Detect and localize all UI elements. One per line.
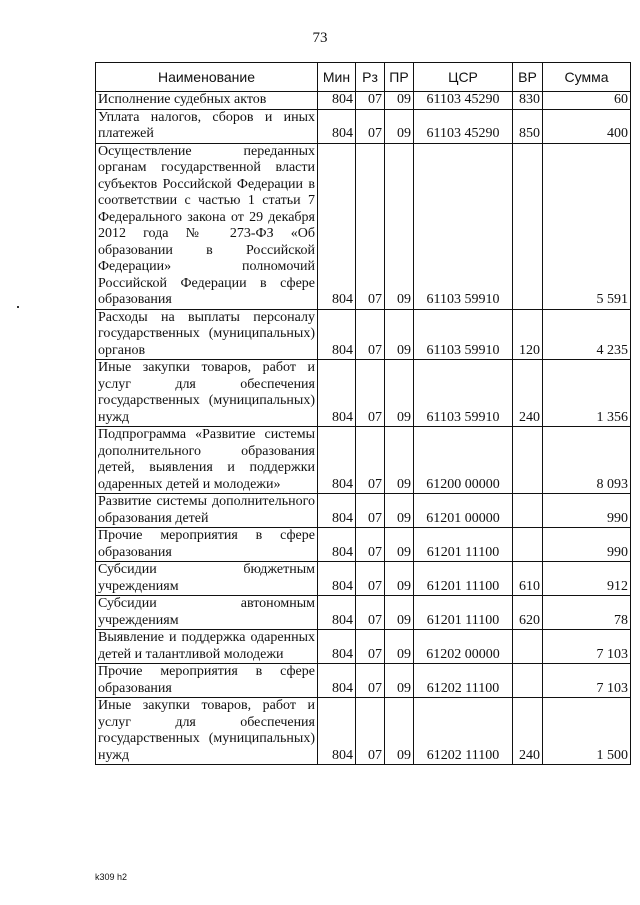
row-sum: 4 235 bbox=[543, 309, 631, 360]
row-sum: 400 bbox=[543, 109, 631, 143]
row-name: Выявление и поддержка одаренных детей и талантливой молодежи bbox=[96, 630, 318, 664]
row-vr bbox=[513, 427, 543, 494]
row-min: 804 bbox=[318, 92, 356, 110]
row-min: 804 bbox=[318, 596, 356, 630]
row-csr: 61202 11100 bbox=[414, 698, 513, 765]
header-csr: ЦСР bbox=[414, 63, 513, 92]
row-name: Иные закупки товаров, работ и услуг для обеспечения государственных (муниципальных) нужд bbox=[96, 698, 318, 765]
row-sum: 5 591 bbox=[543, 143, 631, 309]
row-csr: 61200 00000 bbox=[414, 427, 513, 494]
table-row bbox=[96, 494, 631, 528]
row-rz: 07 bbox=[356, 698, 385, 765]
row-name: Исполнение судебных актов bbox=[96, 92, 318, 110]
row-csr: 61202 11100 bbox=[414, 664, 513, 698]
row-rz: 07 bbox=[356, 630, 385, 664]
row-csr: 61103 59910 bbox=[414, 309, 513, 360]
row-rz: 07 bbox=[356, 143, 385, 309]
table-row bbox=[96, 427, 631, 494]
table-row bbox=[96, 109, 631, 143]
row-sum: 7 103 bbox=[543, 630, 631, 664]
row-sum: 990 bbox=[543, 528, 631, 562]
row-name: Развитие системы дополнительного образования детей bbox=[96, 494, 318, 528]
table-row bbox=[96, 664, 631, 698]
table-row bbox=[96, 143, 631, 309]
row-name: Расходы на выплаты персоналу государственных (муниципальных) органов bbox=[96, 309, 318, 360]
row-name: Осуществление переданных органам государственной власти субъектов Российской Федерации в соответствии с частью 1 статьи 7 Федерального закона от 29 декабря 2012 года № 273-ФЗ «Об образовании в Российской Федерации» полномочий Российской Федерации в сфере образования bbox=[96, 143, 318, 309]
row-vr: 610 bbox=[513, 562, 543, 596]
row-sum: 8 093 bbox=[543, 427, 631, 494]
row-rz: 07 bbox=[356, 109, 385, 143]
row-pr: 09 bbox=[385, 698, 414, 765]
row-rz: 07 bbox=[356, 494, 385, 528]
row-rz: 07 bbox=[356, 360, 385, 427]
row-min: 804 bbox=[318, 309, 356, 360]
row-rz: 07 bbox=[356, 309, 385, 360]
row-pr: 09 bbox=[385, 596, 414, 630]
margin-mark bbox=[17, 306, 19, 308]
row-name: Подпрограмма «Развитие системы дополнительного образования детей, выявления и поддержки одаренных детей и молодежи» bbox=[96, 427, 318, 494]
page-number: 73 bbox=[312, 30, 328, 46]
row-min: 804 bbox=[318, 528, 356, 562]
row-pr: 09 bbox=[385, 427, 414, 494]
table-row bbox=[96, 630, 631, 664]
row-csr: 61103 59910 bbox=[414, 143, 513, 309]
row-csr: 61201 11100 bbox=[414, 528, 513, 562]
row-sum: 78 bbox=[543, 596, 631, 630]
row-min: 804 bbox=[318, 494, 356, 528]
row-min: 804 bbox=[318, 562, 356, 596]
row-vr bbox=[513, 143, 543, 309]
row-sum: 912 bbox=[543, 562, 631, 596]
row-rz: 07 bbox=[356, 528, 385, 562]
row-csr: 61201 11100 bbox=[414, 562, 513, 596]
row-csr: 61103 45290 bbox=[414, 92, 513, 110]
row-name: Субсидии автономным учреждениям bbox=[96, 596, 318, 630]
row-pr: 09 bbox=[385, 494, 414, 528]
row-sum: 990 bbox=[543, 494, 631, 528]
row-csr: 61201 00000 bbox=[414, 494, 513, 528]
header-rz: Рз bbox=[356, 63, 385, 92]
row-vr bbox=[513, 630, 543, 664]
footer-code: k309 h2 bbox=[95, 872, 128, 882]
row-rz: 07 bbox=[356, 92, 385, 110]
row-vr bbox=[513, 494, 543, 528]
row-min: 804 bbox=[318, 698, 356, 765]
row-sum: 1 500 bbox=[543, 698, 631, 765]
row-pr: 09 bbox=[385, 630, 414, 664]
table-row bbox=[96, 309, 631, 360]
row-csr: 61201 11100 bbox=[414, 596, 513, 630]
row-sum: 7 103 bbox=[543, 664, 631, 698]
row-vr: 830 bbox=[513, 92, 543, 110]
row-pr: 09 bbox=[385, 143, 414, 309]
budget-table bbox=[95, 62, 631, 765]
header-min: Мин bbox=[318, 63, 356, 92]
table-row bbox=[96, 528, 631, 562]
row-pr: 09 bbox=[385, 109, 414, 143]
row-sum: 60 bbox=[543, 92, 631, 110]
row-rz: 07 bbox=[356, 596, 385, 630]
row-vr bbox=[513, 664, 543, 698]
row-vr: 850 bbox=[513, 109, 543, 143]
row-vr: 240 bbox=[513, 360, 543, 427]
row-name: Иные закупки товаров, работ и услуг для обеспечения государственных (муниципальных) нужд bbox=[96, 360, 318, 427]
row-vr: 120 bbox=[513, 309, 543, 360]
header-vr: ВР bbox=[513, 63, 543, 92]
row-min: 804 bbox=[318, 109, 356, 143]
row-pr: 09 bbox=[385, 360, 414, 427]
table-row bbox=[96, 596, 631, 630]
row-rz: 07 bbox=[356, 562, 385, 596]
row-min: 804 bbox=[318, 630, 356, 664]
row-min: 804 bbox=[318, 143, 356, 309]
table-header-row bbox=[96, 63, 631, 92]
row-csr: 61202 00000 bbox=[414, 630, 513, 664]
row-vr: 620 bbox=[513, 596, 543, 630]
row-vr: 240 bbox=[513, 698, 543, 765]
row-pr: 09 bbox=[385, 562, 414, 596]
header-sum: Сумма bbox=[543, 63, 631, 92]
row-csr: 61103 59910 bbox=[414, 360, 513, 427]
row-min: 804 bbox=[318, 360, 356, 427]
row-pr: 09 bbox=[385, 309, 414, 360]
header-name: Наименование bbox=[96, 63, 318, 92]
table-row bbox=[96, 562, 631, 596]
row-rz: 07 bbox=[356, 664, 385, 698]
row-pr: 09 bbox=[385, 664, 414, 698]
row-vr bbox=[513, 528, 543, 562]
row-rz: 07 bbox=[356, 427, 385, 494]
row-sum: 1 356 bbox=[543, 360, 631, 427]
row-name: Уплата налогов, сборов и иных платежей bbox=[96, 109, 318, 143]
row-min: 804 bbox=[318, 427, 356, 494]
row-pr: 09 bbox=[385, 92, 414, 110]
table-row bbox=[96, 92, 631, 110]
header-pr: ПР bbox=[385, 63, 414, 92]
row-pr: 09 bbox=[385, 528, 414, 562]
row-name: Субсидии бюджетным учреждениям bbox=[96, 562, 318, 596]
row-csr: 61103 45290 bbox=[414, 109, 513, 143]
row-name: Прочие мероприятия в сфере образования bbox=[96, 528, 318, 562]
row-name: Прочие мероприятия в сфере образования bbox=[96, 664, 318, 698]
row-min: 804 bbox=[318, 664, 356, 698]
table-row bbox=[96, 360, 631, 427]
table-row bbox=[96, 698, 631, 765]
